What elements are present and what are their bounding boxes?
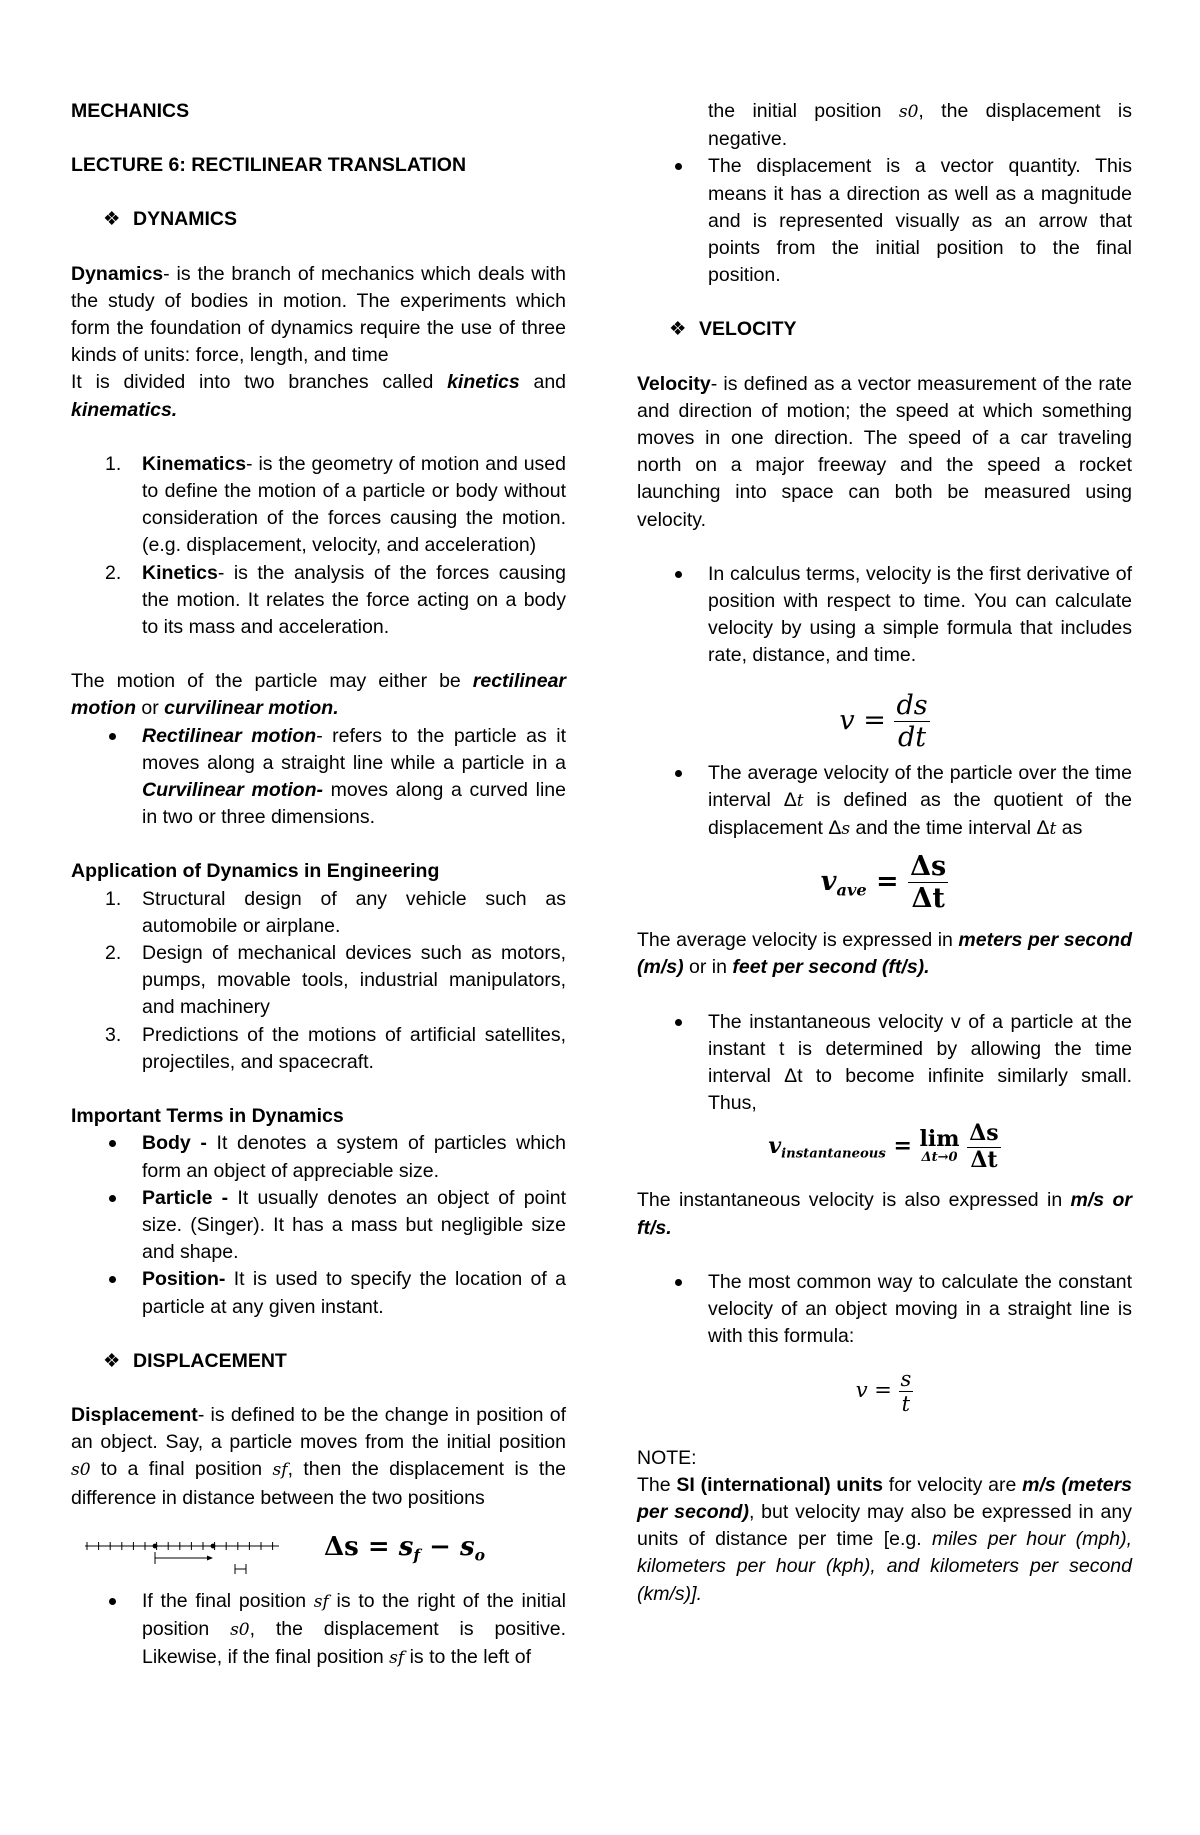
bullet-text: The average velocity of the particle over the time interval Δ [708, 761, 1132, 811]
list-number: 3. [105, 1023, 122, 1046]
list-item [71, 1022, 566, 1076]
eq-s0-sub: o [474, 1545, 485, 1565]
list-item [71, 940, 566, 1022]
units-text: The instantaneous velocity is also expressed in [637, 1189, 1071, 1212]
fraction [894, 690, 929, 753]
formula-v: v [768, 1133, 782, 1160]
denominator: Δt [911, 883, 945, 915]
curvilinear-motion-word: curvilinear motion. [164, 697, 339, 720]
bullet-text: The most common way to calculate the constant velocity of an object moving in a straight line is with this formula: [708, 1270, 1132, 1348]
motion-types [71, 668, 566, 722]
kinetics-word: kinetics [447, 371, 520, 394]
calculus-list [637, 561, 1132, 670]
bullet-text: The instantaneous velocity v of a particle at the instant t is determined by allowing the time interval Δt to become infinite similarly small. Thus, [708, 1010, 1132, 1115]
list-number: 2. [105, 942, 122, 965]
arrow-head [207, 1555, 213, 1560]
term-text: It is used to specify the location of a particle at any given instant. [142, 1268, 566, 1318]
note-examples: miles per hour (mph), kilometers per hour (kph), and kilometers per second (km/s)]. [637, 1528, 1132, 1605]
continued-text-part: , the displacement is negative. [708, 100, 1132, 151]
eq-s0: s [459, 1531, 475, 1562]
motion-intro: The motion of the particle may either be [71, 670, 473, 693]
displacement-equation [324, 1531, 485, 1569]
sf-symbol: sf [313, 1591, 329, 1612]
bullet-text: The displacement is a vector quantity. This means it has a direction as well as a magnitude and is represented visually as an arrow that points from the initial position to the final position. [708, 155, 1132, 287]
formula-sub: ave [836, 880, 867, 900]
constant-velocity-formula [637, 1367, 1132, 1445]
units-fps: feet per second (ft/s). [732, 956, 930, 979]
vector-list [637, 153, 1132, 289]
bullet-icon [109, 1140, 116, 1147]
denominator: dt [897, 721, 927, 753]
branches-intro-text: It is divided into two branches called [71, 371, 448, 394]
displacement-def-text: , then the displacement is the difference in distance between the two positions [71, 1458, 567, 1509]
formula-equals: = [866, 866, 909, 898]
velocity-definition [637, 371, 1132, 534]
section-displacement-label: DISPLACEMENT [133, 1349, 287, 1372]
term-label: Particle - [142, 1186, 238, 1209]
list-item [71, 1266, 566, 1320]
bullet-text: is to the right of the initial position [142, 1589, 566, 1640]
bullet-icon [675, 163, 682, 170]
s0-symbol: s0 [898, 102, 919, 122]
final-point [211, 1543, 216, 1548]
list-item [637, 153, 1132, 289]
sf-symbol: sf [272, 1460, 288, 1481]
branches-list [71, 451, 566, 641]
note-part: The [637, 1473, 677, 1496]
continued-text-part: the initial position [708, 100, 899, 122]
list-number: 1. [105, 452, 122, 475]
eq-minus: − [420, 1531, 460, 1562]
diamond-icon: ❖ [669, 318, 687, 341]
note-text [637, 1472, 1132, 1608]
kinetics-text: - is the analysis of the forces causing the motion. It relates the force acting on a body to its mass and acceleration. [142, 561, 566, 639]
s-symbol: s [841, 819, 851, 840]
section-velocity [637, 316, 1132, 343]
average-list [637, 760, 1132, 844]
note-units: m/s (meters per second) [637, 1473, 1133, 1523]
bullet-text: , the displacement is positive. Likewise, if the final position [142, 1617, 566, 1669]
numerator: s [900, 1366, 912, 1391]
fraction [899, 1367, 914, 1416]
number-line-diagram [83, 1530, 283, 1582]
term-label: Position- [142, 1268, 234, 1291]
dynamics-def-text: - is the branch of mechanics which deals with the study of bodies in motion. The experiments which form the foundation of dynamics require the use of three kinds of units: force, length, and time [71, 262, 566, 367]
list-item [71, 1588, 566, 1673]
kinematics-term: Kinematics [142, 452, 247, 475]
curvilinear-text: moves along a curved line in two or three dimensions. [142, 779, 566, 829]
bullet-text: as [1056, 817, 1083, 840]
kinematics-word: kinematics. [71, 398, 178, 421]
displacement-definition [71, 1402, 566, 1512]
t-symbol: t [796, 790, 804, 811]
limit [920, 1128, 960, 1166]
displacement-figure [71, 1526, 566, 1588]
instantaneous-list [637, 1009, 1132, 1118]
velocity-term: Velocity [637, 372, 711, 395]
bullet-icon [675, 1279, 682, 1286]
constant-list [637, 1269, 1132, 1351]
bullet-icon [675, 1019, 682, 1026]
eq-sf-sub: f [413, 1545, 421, 1565]
diamond-icon: ❖ [103, 208, 121, 231]
application-text: Structural design of any vehicle such as automobile or airplane. [142, 887, 566, 937]
formula-sub: instantaneous [781, 1146, 886, 1162]
application-text: Predictions of the motions of artificial satellites, projectiles, and spacecraft. [142, 1023, 566, 1073]
section-dynamics [71, 206, 566, 233]
application-text: Design of mechanical devices such as motors, pumps, movable tools, industrial manipulators, and machinery [142, 942, 566, 1019]
list-item [71, 886, 566, 940]
rectilinear-term: Rectilinear motion [142, 724, 317, 747]
kinematics-text: - is the geometry of motion and used to define the motion of a particle or body without consideration of the forces causing the motion. (e.g. displacement, velocity, and acceleration) [142, 452, 566, 557]
curvilinear-term: Curvilinear motion- [142, 779, 323, 802]
or-word: or [135, 697, 165, 720]
section-displacement [71, 1348, 566, 1375]
displacement-term: Displacement [71, 1403, 198, 1426]
s0-symbol: s0 [230, 1619, 250, 1640]
units-value: m/s or ft/s. [637, 1189, 1132, 1239]
terms-list [71, 1130, 566, 1320]
list-item [71, 1130, 566, 1184]
instantaneous-units [637, 1187, 1132, 1241]
rectilinear-text: - refers to the particle as it moves along a straight line while a particle in a [142, 724, 566, 774]
denominator: Δt [970, 1146, 998, 1173]
dynamics-term: Dynamics [71, 262, 164, 285]
list-item [71, 451, 566, 560]
applications-list [71, 886, 566, 1076]
note-part: , but velocity may also be expressed in any units of distance per time [e.g. [637, 1500, 1132, 1551]
units-mps: meters per second (m/s) [637, 929, 1133, 979]
section-dynamics-label: DYNAMICS [133, 208, 238, 231]
fraction [967, 1121, 1000, 1173]
numerator: Δs [969, 1120, 999, 1147]
numerator: Δs [910, 851, 947, 883]
bullet-text: and the time interval Δ [850, 817, 1050, 840]
list-number: 1. [105, 887, 122, 910]
bullet-icon [109, 733, 116, 740]
list-item [71, 1185, 566, 1267]
velocity-derivative-formula [637, 690, 1132, 760]
note-part: for velocity are [883, 1473, 1023, 1496]
sf-symbol: sf [389, 1648, 405, 1669]
branches-intro [71, 369, 566, 423]
units-or: or in [683, 956, 733, 979]
average-velocity-formula [637, 851, 1132, 927]
list-number: 2. [105, 561, 122, 584]
displacement-list [71, 1588, 566, 1673]
dynamics-definition [71, 261, 566, 370]
bullet-icon [109, 1195, 116, 1202]
s0-symbol: s0 [71, 1460, 91, 1481]
list-item [637, 760, 1132, 844]
list-item [637, 1009, 1132, 1118]
list-item [71, 723, 566, 832]
terms-heading: Important Terms in Dynamics [71, 1105, 344, 1128]
formula-lhs: v = [839, 704, 895, 736]
bullet-text: If the final position [142, 1589, 314, 1612]
doc-title: MECHANICS [71, 100, 190, 122]
term-text: It usually denotes an object of point size. (Singer). It has a mass but negligible size and shape. [142, 1186, 566, 1264]
bullet-text: is to the left of [404, 1646, 531, 1669]
note-si: SI (international) units [676, 1473, 883, 1496]
bullet-text: is defined as the quotient of the displacement Δ [708, 788, 1132, 840]
bullet-icon [109, 1598, 116, 1605]
displacement-def-text: to a final position [90, 1458, 273, 1481]
continued-text [637, 98, 1132, 153]
formula-v: v [820, 866, 837, 898]
term-text: It denotes a system of particles which form an object of appreciable size. [142, 1132, 566, 1182]
velocity-def-text: - is defined as a vector measurement of the rate and direction of motion; the speed at which something moves in one direction. The speed of a car traveling north on a major freeway and the speed a rocket launching into space can both be measured using velocity. [637, 372, 1132, 531]
motion-list [71, 723, 566, 832]
lim-sub: Δt→0 [921, 1150, 958, 1166]
diamond-icon: ❖ [103, 1349, 121, 1372]
left-column [71, 98, 566, 1672]
rectilinear-motion-word: rectilinear motion [71, 670, 566, 720]
bullet-text: In calculus terms, velocity is the first derivative of position with respect to time. You can calculate velocity by using a simple formula that includes rate, distance, and time. [708, 562, 1132, 667]
lim-text: lim [919, 1126, 960, 1153]
bullet-icon [675, 770, 682, 777]
lecture-title: LECTURE 6: RECTILINEAR TRANSLATION [71, 154, 467, 177]
units-text: The average velocity is expressed in [637, 929, 959, 952]
term-label: Body - [142, 1132, 217, 1155]
applications-heading: Application of Dynamics in Engineering [71, 860, 440, 883]
right-column [637, 98, 1132, 1608]
formula-lhs: v = [855, 1377, 899, 1402]
note-label: NOTE: [637, 1446, 697, 1469]
initial-point [153, 1543, 158, 1548]
kinetics-term: Kinetics [142, 561, 218, 584]
instantaneous-velocity-formula [637, 1121, 1132, 1187]
displacement-def-text: - is defined to be the change in position of an object. Say, a particle moves from the initial position [71, 1403, 566, 1454]
formula-equals: = [885, 1133, 920, 1160]
denominator: t [901, 1391, 911, 1416]
eq-lhs: Δs = [324, 1531, 399, 1562]
list-item [71, 560, 566, 642]
bullet-icon [675, 571, 682, 578]
average-units [637, 927, 1132, 981]
fraction [908, 851, 948, 914]
t-symbol: t [1049, 819, 1057, 840]
numerator: ds [896, 689, 928, 721]
list-item [637, 1269, 1132, 1351]
and-word: and [519, 371, 567, 394]
section-velocity-label: VELOCITY [699, 318, 797, 341]
bullet-icon [109, 1276, 116, 1283]
list-item [637, 561, 1132, 670]
eq-sf: s [398, 1531, 414, 1562]
